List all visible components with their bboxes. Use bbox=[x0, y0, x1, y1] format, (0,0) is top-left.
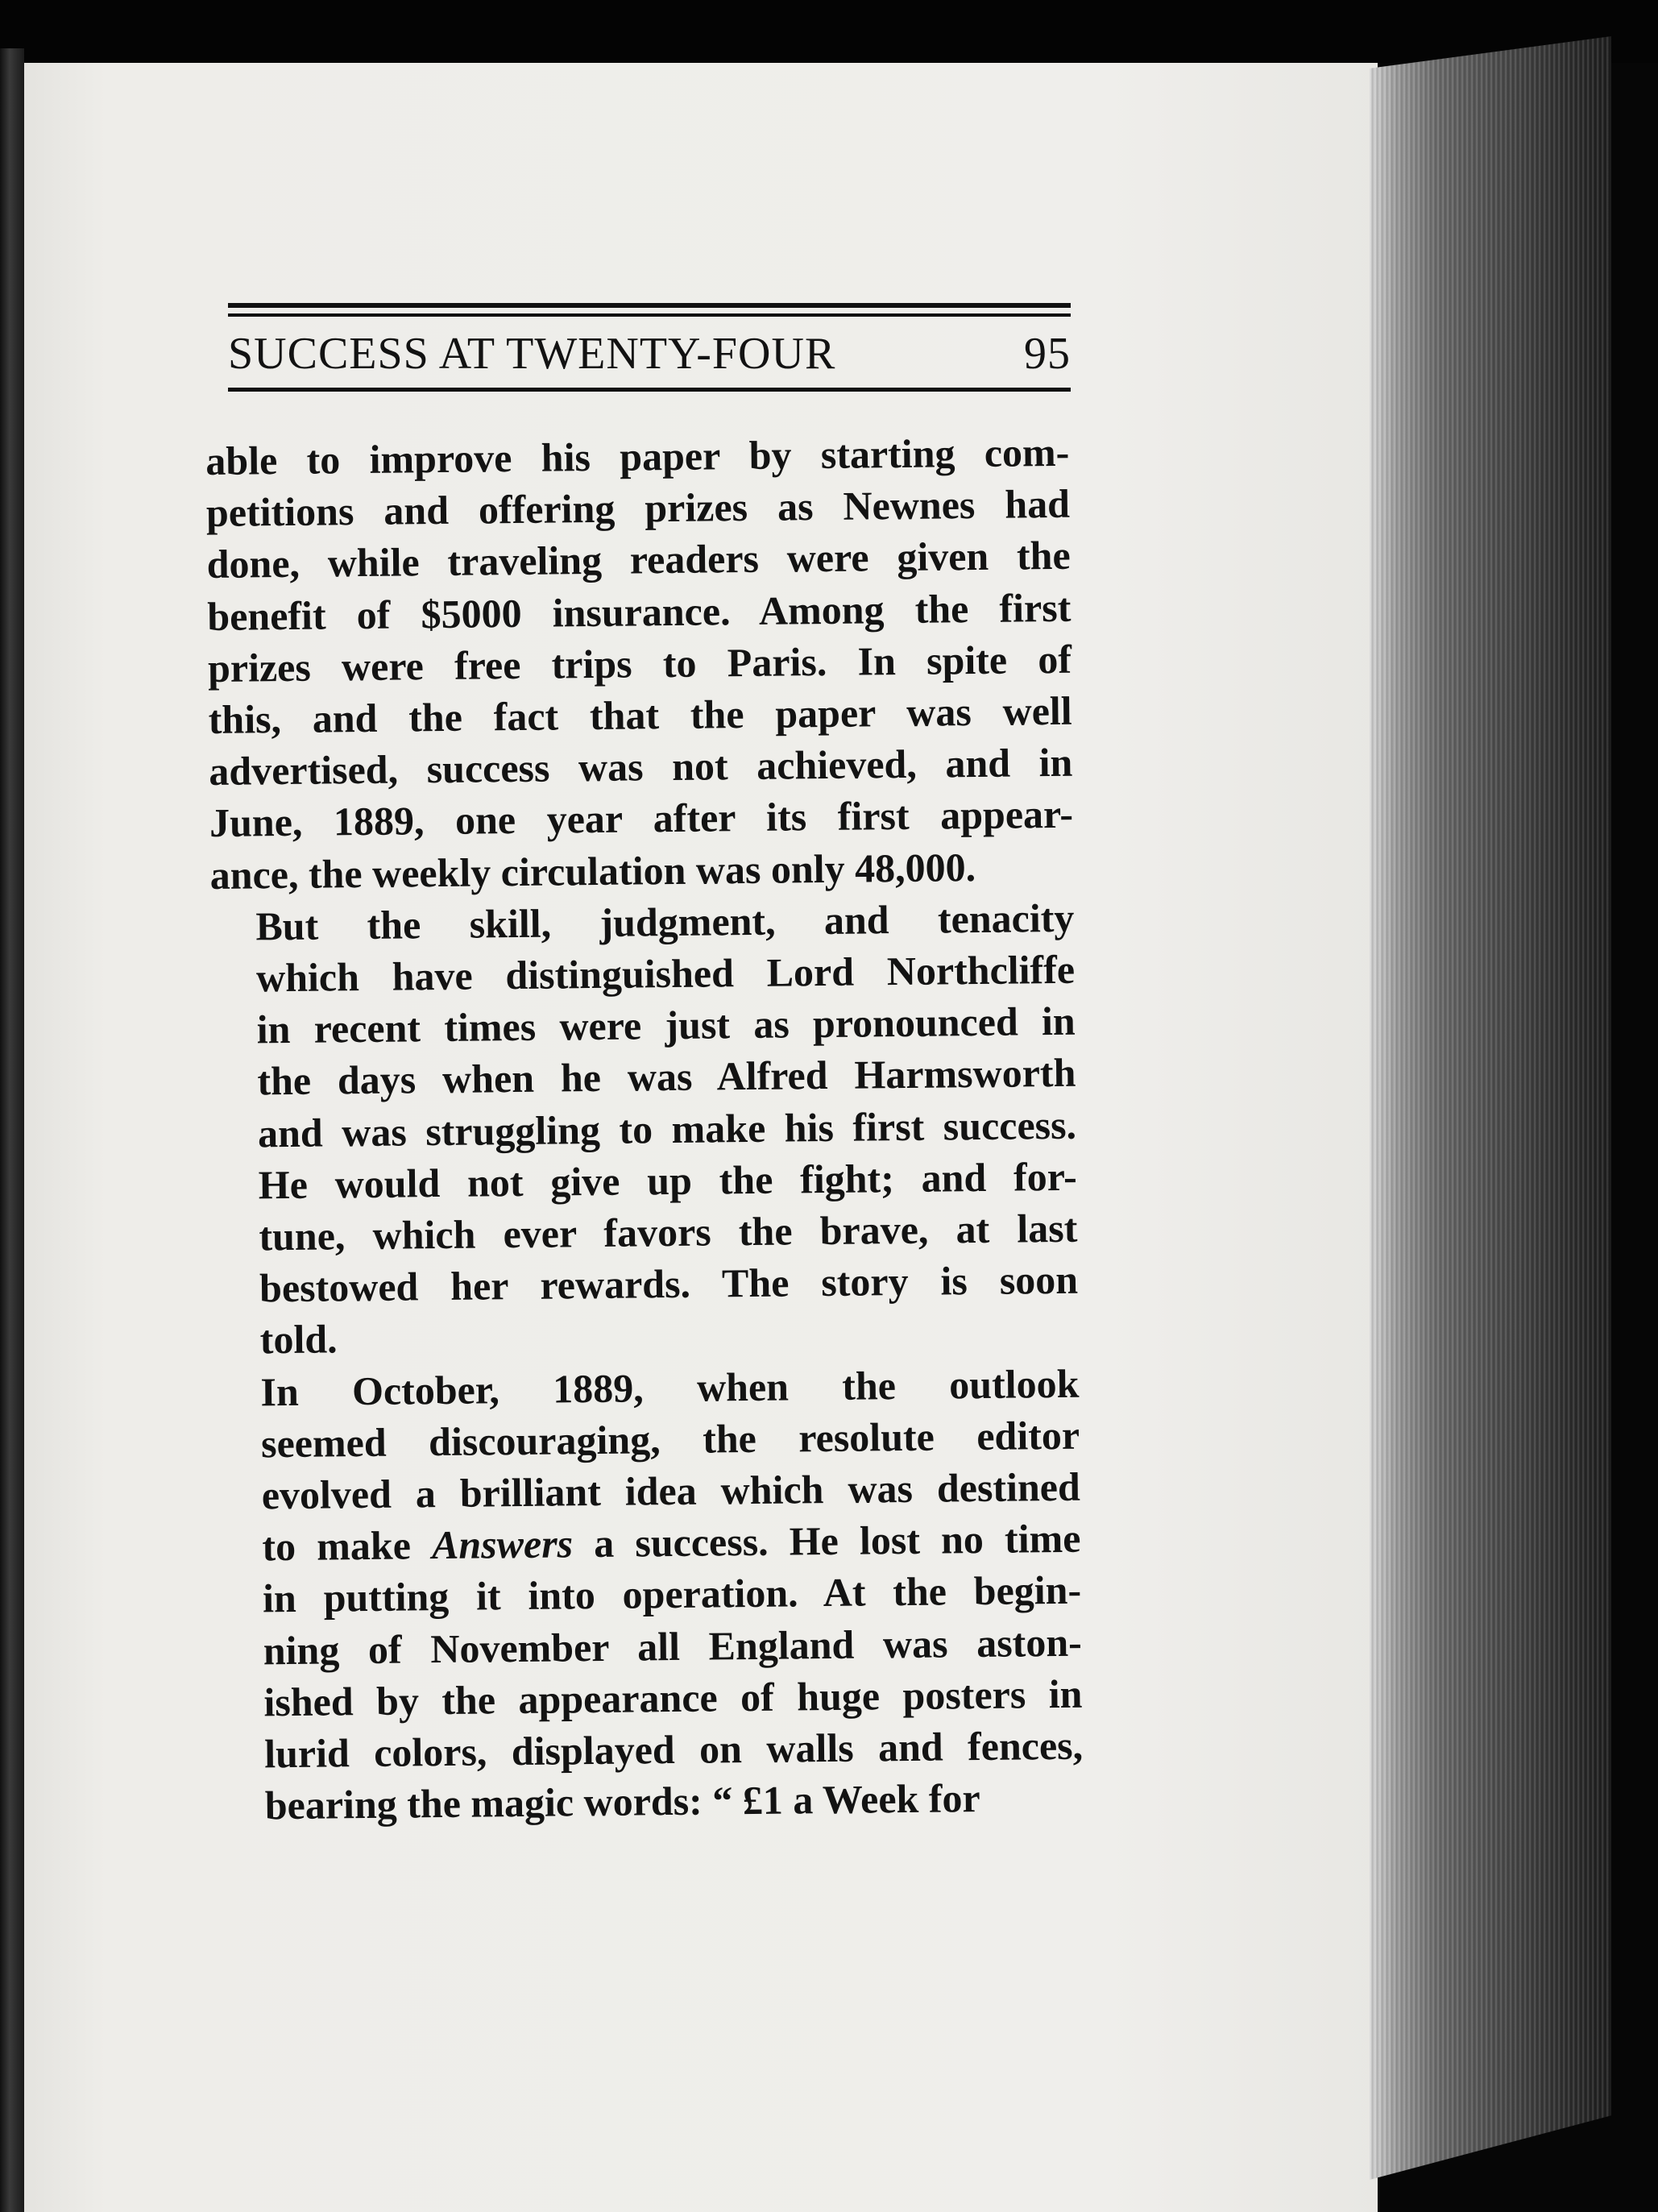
text-line: tune, which ever favors the brave, at last bbox=[259, 1205, 1078, 1260]
header-rule-top-thin bbox=[228, 313, 1071, 317]
running-header bbox=[228, 303, 1071, 392]
text-line: But the skill, judgment, and tenacity bbox=[255, 894, 1075, 949]
text-line: to make Answers a success. He lost no time bbox=[262, 1515, 1081, 1570]
text-line: bestowed her rewards. The story is soon bbox=[259, 1256, 1079, 1311]
text-line: in recent times were just as pronounced in bbox=[256, 998, 1076, 1052]
text-line: and was struggling to make his first success. bbox=[257, 1102, 1077, 1156]
paragraph bbox=[210, 892, 1079, 1367]
text-line: told. bbox=[259, 1316, 338, 1363]
header-row bbox=[228, 328, 1071, 380]
text-line: June, 1889, one year after its first appear- bbox=[209, 791, 1074, 846]
text-line: prizes were free trips to Paris. In spite of bbox=[207, 636, 1072, 691]
page-number: 95 bbox=[1024, 329, 1071, 379]
text-line: ance, the weekly circulation was only 48,000. bbox=[209, 844, 976, 898]
text-line: seemed discouraging, the resolute editor bbox=[260, 1412, 1080, 1467]
paragraph bbox=[205, 426, 1074, 901]
text-line: petitions and offering prizes as Newnes had bbox=[205, 480, 1071, 536]
scan-top-border bbox=[0, 0, 1658, 63]
italic-title: Answers bbox=[431, 1521, 574, 1568]
text-line: done, while traveling readers were given the bbox=[206, 533, 1071, 587]
paragraph bbox=[215, 1357, 1084, 1832]
header-rule-top bbox=[228, 303, 1071, 308]
text-line: the days when he was Alfred Harmsworth bbox=[257, 1050, 1076, 1104]
text-line: benefit of $5000 insurance. Among the first bbox=[207, 584, 1071, 639]
text-line: In October, 1889, when the outlook bbox=[260, 1360, 1080, 1415]
text-line: lurid colors, displayed on walls and fences, bbox=[263, 1722, 1084, 1777]
text-line: ning of November all England was aston- bbox=[263, 1619, 1083, 1674]
text-line: ished by the appearance of huge posters in bbox=[263, 1670, 1083, 1725]
text-line: this, and the fact that the paper was well bbox=[208, 687, 1072, 742]
text-line: which have distinguished Lord Northcliffe bbox=[255, 946, 1076, 1001]
header-rule-bottom bbox=[228, 388, 1071, 392]
binding-edge bbox=[0, 48, 24, 2212]
text-line: able to improve his paper by starting com- bbox=[205, 429, 1070, 483]
running-title: SUCCESS AT TWENTY-FOUR bbox=[228, 329, 836, 379]
text-line: in putting it into operation. At the begin- bbox=[262, 1567, 1082, 1621]
text-line: bearing the magic words: “ £1 a Week for bbox=[264, 1775, 980, 1828]
text-line: advertised, success was not achieved, and in bbox=[209, 739, 1073, 795]
body-text bbox=[205, 426, 1084, 1832]
page-stack-edge bbox=[1370, 36, 1611, 2180]
text-line: evolved a brilliant idea which was destined bbox=[261, 1463, 1081, 1518]
text-line: He would not give up the fight; and for- bbox=[258, 1153, 1077, 1208]
